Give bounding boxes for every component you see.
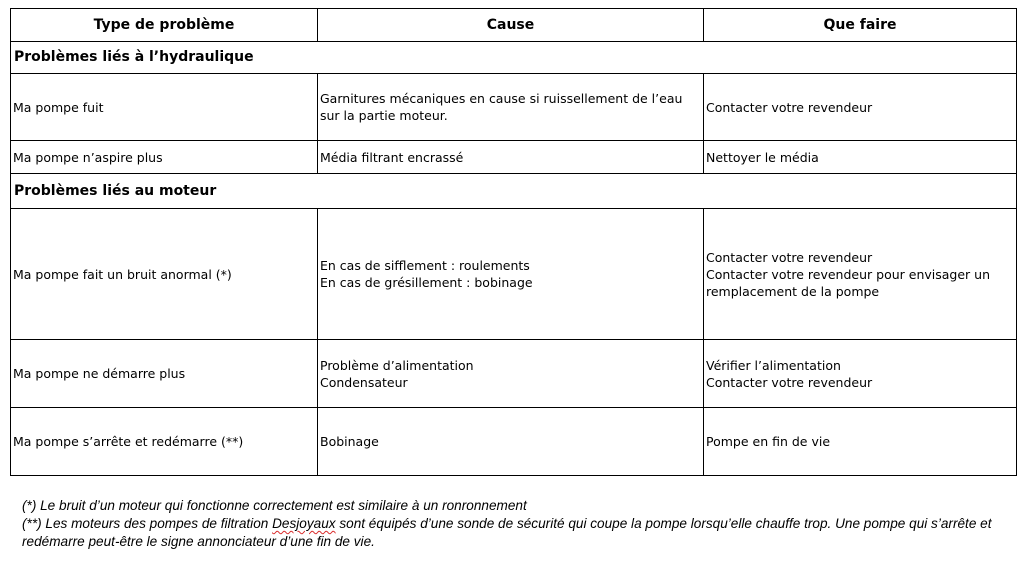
problem-cell: Ma pompe fait un bruit anormal (*) <box>11 209 318 340</box>
action-cell <box>704 141 1017 174</box>
footnote-1: (*) Le bruit d’un moteur qui fonctionne correctement est similaire à un ronronnement <box>22 498 527 513</box>
problem-cell: Ma pompe ne démarre plus <box>11 340 318 408</box>
section-title: Problèmes liés au moteur <box>11 174 1017 209</box>
action-text: Contacter votre revendeur <box>706 249 873 265</box>
footnote-2-end: sont équipés d’une sonde de sécurité qui coupe la pompe lorsqu’elle chauffe trop. Une pompe qui s’arrête et redémarre peut-être le signe annonciateur d’une fin de vie. <box>22 516 992 549</box>
action-text: Vérifier l’alimentation <box>706 357 841 373</box>
problem-cell: Ma pompe n’aspire plus <box>11 141 318 174</box>
cause-text: Condensateur <box>320 374 408 390</box>
table-row <box>11 408 1017 476</box>
cause-text: En cas de grésillement : bobinage <box>320 275 533 290</box>
section-row-motor <box>11 174 1017 209</box>
brand-name: Desjoyaux <box>272 516 336 531</box>
table-row <box>11 141 1017 174</box>
section-title: Problèmes liés à l’hydraulique <box>11 42 1017 74</box>
action-cell <box>704 408 1017 476</box>
header-cause: Cause <box>318 9 704 42</box>
header-problem-type: Type de problème <box>11 9 318 42</box>
cause-text: Garnitures mécaniques en cause si ruissellement de l’eau sur la partie moteur. <box>320 91 683 123</box>
table-row <box>11 74 1017 141</box>
cause-text: Média filtrant encrassé <box>320 149 464 165</box>
cause-cell <box>318 141 704 174</box>
cause-text: Bobinage <box>320 434 379 449</box>
cause-text: Problème d’alimentation <box>320 357 474 373</box>
table-row <box>11 340 1017 408</box>
section-row-hydraulics <box>11 42 1017 74</box>
cause-text: En cas de sifflement : roulements <box>320 258 530 273</box>
problem-cell: Ma pompe s’arrête et redémarre (**) <box>11 408 318 476</box>
action-text: Contacter votre revendeur <box>706 374 873 390</box>
footnote-2 <box>22 515 1012 551</box>
action-text: Contacter votre revendeur <box>706 99 873 115</box>
footnotes <box>22 497 1012 551</box>
table-row <box>11 209 1017 340</box>
problem-cell: Ma pompe fuit <box>11 74 318 141</box>
table-header-row <box>11 9 1017 42</box>
troubleshooting-table <box>10 8 1017 476</box>
action-cell <box>704 74 1017 141</box>
cause-cell <box>318 209 704 340</box>
header-action: Que faire <box>704 9 1017 42</box>
action-text: Contacter votre revendeur pour envisager un remplacement de la pompe <box>706 266 990 299</box>
cause-cell <box>318 340 704 408</box>
cause-cell <box>318 408 704 476</box>
action-text: Pompe en fin de vie <box>706 434 831 449</box>
action-cell <box>704 340 1017 408</box>
action-text: Nettoyer le média <box>706 149 819 165</box>
cause-cell <box>318 74 704 141</box>
action-cell <box>704 209 1017 340</box>
footnote-2-start: (**) Les moteurs des pompes de filtration <box>22 516 273 531</box>
